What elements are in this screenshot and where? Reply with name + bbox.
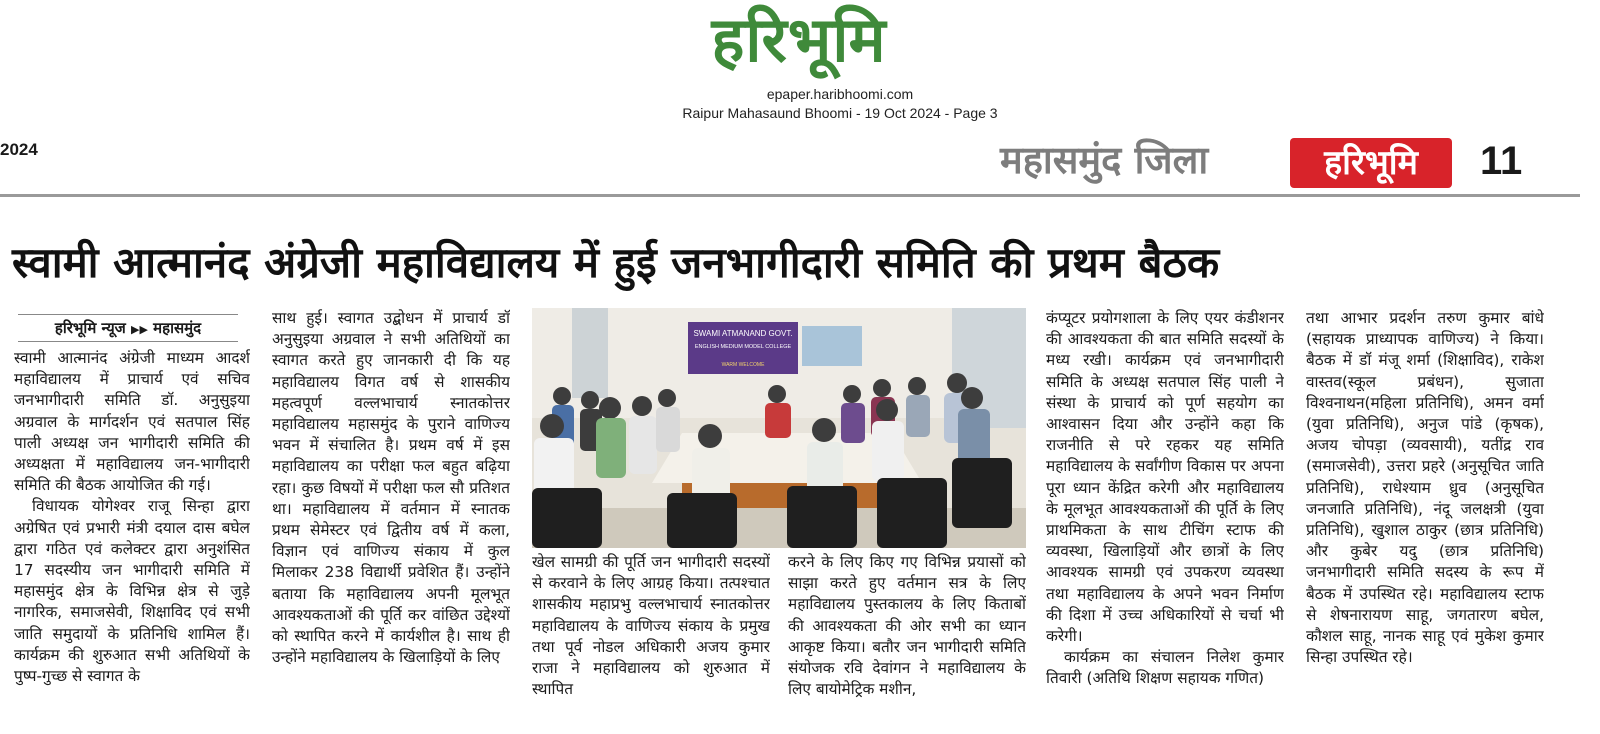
- paragraph: कार्यक्रम का संचालन निलेश कुमार तिवारी (अतिथि शिक्षण सहायक गणित): [1046, 648, 1284, 688]
- header-year: 2024: [0, 140, 38, 159]
- paragraph: साथ हुई। स्वागत उद्बोधन में प्राचार्य डॉ अनुसुइया अग्रवाल ने सभी अतिथियों का स्वागत करते हुए जानकारी दी कि यह महाविद्यालय विगत वर्ष से शासकीय महत्वपूर्ण वल्लभाचार्य स्नातकोत्तर महाविद्यालय महासमुंद के पुराने वाणिज्य भवन में संचालित है। प्रथम वर्ष में इस महाविद्यालय का परीक्षा फल बहुत बढ़िया रहा। कुछ विषयों में परीक्षा फल सौ प्रतिशत था। महाविद्यालय में वर्तमान में स्नातक प्रथम सेमेस्टर एवं द्वितीय वर्ष में कला, विज्ञान एवं वाणिज्य संकाय में कुल मिलाकर 238 विद्यार्थी प्रवेशित हैं। उन्होंने बताया कि महाविद्यालय अपनी मूलभूत आवश्यकताओं की पूर्ति कर वांछित उद्देश्यों को स्थापित करने में कार्यशील है। साथ ही उन्होंने महाविद्यालय के खिलाड़ियों के लिए: [272, 309, 510, 667]
- photo-banner-line2: ENGLISH MEDIUM MODEL COLLEGE: [694, 344, 792, 350]
- header-rule: [0, 194, 1580, 197]
- paragraph: करने के लिए किए गए विभिन्न प्रयासों को साझा करते हुए वर्तमान सत्र के लिए महाविद्यालय पुस्तकालय के लिए किताबों की आवश्यकता की ओर सभी का ध्यान आकृष्ट किया। बतौर जन भागीदारी समिति संयोजक रवि देवांगन ने महाविद्यालय के लिए बायोमेट्रिक मशीन,: [788, 553, 1026, 699]
- paragraph: तथा आभार प्रदर्शन तरुण कुमार बांधे (सहायक प्राध्यापक वाणिज्य) ने किया। बैठक में डॉ मंजू शर्मा (शिक्षाविद), राकेश वास्तव(स्कूल प्रबंधन), सुजाता विश्वनाथन(महिला प्रतिनिधि), अमन वर्मा (युवा प्रतिनिधि), अनुज पांडे (कृषक), अजय चोपड़ा (व्यवसायी), यतींद्र राव (समाजसेवी), उत्तरा प्रहरे (अनुसूचित जाति प्रतिनिधि), राधेश्याम ध्रुव (अनुसूचित जनजाति प्रतिनिधि), नंदू जलक्षत्री (युवा प्रतिनिधि), खुशाल ठाकुर (छात्र प्रतिनिधि) और कुबेर यदु (छात्र प्रतिनिधि) जनभागीदारी समिति सदस्य के रूप में बैठक में उपस्थित रहे। महाविद्यालय स्टाफ से शेषनारायण साहू, जगतारण बघेल, कौशल साहू, नानक साहू एवं मुकेश कुमार सिन्हा उपस्थित रहे।: [1306, 309, 1544, 667]
- edition-info: Raipur Mahasaund Bhoomi - 19 Oct 2024 - Page 3: [682, 105, 998, 121]
- article-column-4: [788, 552, 1026, 734]
- paragraph: स्वामी आत्मानंद अंग्रेजी माध्यम आदर्श महाविद्यालय में प्राचार्य एवं सचिव जनभागीदारी समिति डॉ. अनुसुइया अग्रवाल के मार्गदर्शन एवं सतपाल सिंह पाली अध्यक्ष जन भागीदारी समिति की अध्यक्षता में महाविद्यालय जन-भागीदारी समिति की बैठक आयोजित की गई।: [14, 349, 250, 495]
- byline: [18, 314, 238, 342]
- paragraph: खेल सामग्री की पूर्ति जन भागीदारी सदस्यों से करवाने के लिए आग्रह किया। तत्पश्चात शासकीय महाप्रभु वल्लभाचार्य स्नातकोत्तर महाविद्यालय के वाणिज्य संकाय के प्रमुख तथा पूर्व नोडल अधिकारी अजय कुमार राजा ने महाविद्यालय को शुरुआत में स्थापित: [532, 553, 770, 699]
- paragraph: कंप्यूटर प्रयोगशाला के लिए एयर कंडीशनर की आवश्यकता की बात समिति सदस्यों के मध्य रखी। कार्यक्रम एवं जनभागीदारी समिति के अध्यक्ष सतपाल सिंह पाली ने संस्था के प्राचार्य को पूर्ण सहयोग का आश्वासन दिया और उन्होंने कहा कि राजनीति से परे रहकर यह समिति महाविद्यालय के सर्वांगीण विकास पर अपना पूरा ध्यान केंद्रित करेगी और महाविद्यालय के मूलभूत आवश्यकताओं की पूर्ति के लिए प्राथमिकता के साथ टीचिंग स्टाफ की व्यवस्था, खिलाड़ियों और छात्रों के लिए आवश्यक सामग्री एवं उपकरण व्यवस्था तथा महाविद्यालय के अपने भवन निर्माण की दिशा में उच्च अधिकारियों से चर्चा भी करेगी।: [1046, 309, 1284, 646]
- district-title: महासमुंद जिला: [1000, 138, 1209, 182]
- photo-banner-line1: SWAMI ATMANAND GOVT.: [693, 329, 793, 338]
- article-column-1: [14, 348, 250, 734]
- article-column-6: [1306, 308, 1544, 734]
- byline-arrow-icon: ▶▶: [131, 323, 148, 336]
- meeting-photo-illustration: [532, 308, 1026, 548]
- photo-banner-line3: WARM WELCOME: [721, 362, 765, 368]
- page-number: 11: [1480, 139, 1523, 183]
- article-column-3: [532, 552, 770, 734]
- paragraph: विधायक योगेश्वर राजू सिन्हा द्वारा अग्रेषित एवं प्रभारी मंत्री दयाल दास बघेल द्वारा गठित एवं कलेक्टर द्वारा अनुशंसित 17 सदस्यीय जन भागीदारी समिति में महासमुंद क्षेत्र के विभिन्न क्षेत्र से जुड़े नागरिक, समाजसेवी, शिक्षाविद एवं सभी जाति समुदायों के प्रतिनिधि शामिल हैं। कार्यक्रम की शुरुआत सभी अतिथियों के पुष्प-गुच्छ से स्वागत के: [14, 497, 250, 686]
- haribhoomi-logo: हरिभूमि: [711, 3, 887, 76]
- article-column-5: [1046, 308, 1284, 734]
- byline-place: महासमुंद: [153, 319, 202, 337]
- byline-source: हरिभूमि न्यूज: [54, 319, 126, 337]
- article-column-2: [272, 308, 510, 734]
- article-headline: स्वामी आत्मानंद अंग्रेजी महाविद्यालय में हुई जनभागीदारी समिति की प्रथम बैठक: [12, 238, 1220, 287]
- epaper-url[interactable]: epaper.haribhoomi.com: [766, 86, 914, 102]
- meeting-photo: [532, 308, 1026, 548]
- brand-badge: हरिभूमि: [1290, 138, 1452, 188]
